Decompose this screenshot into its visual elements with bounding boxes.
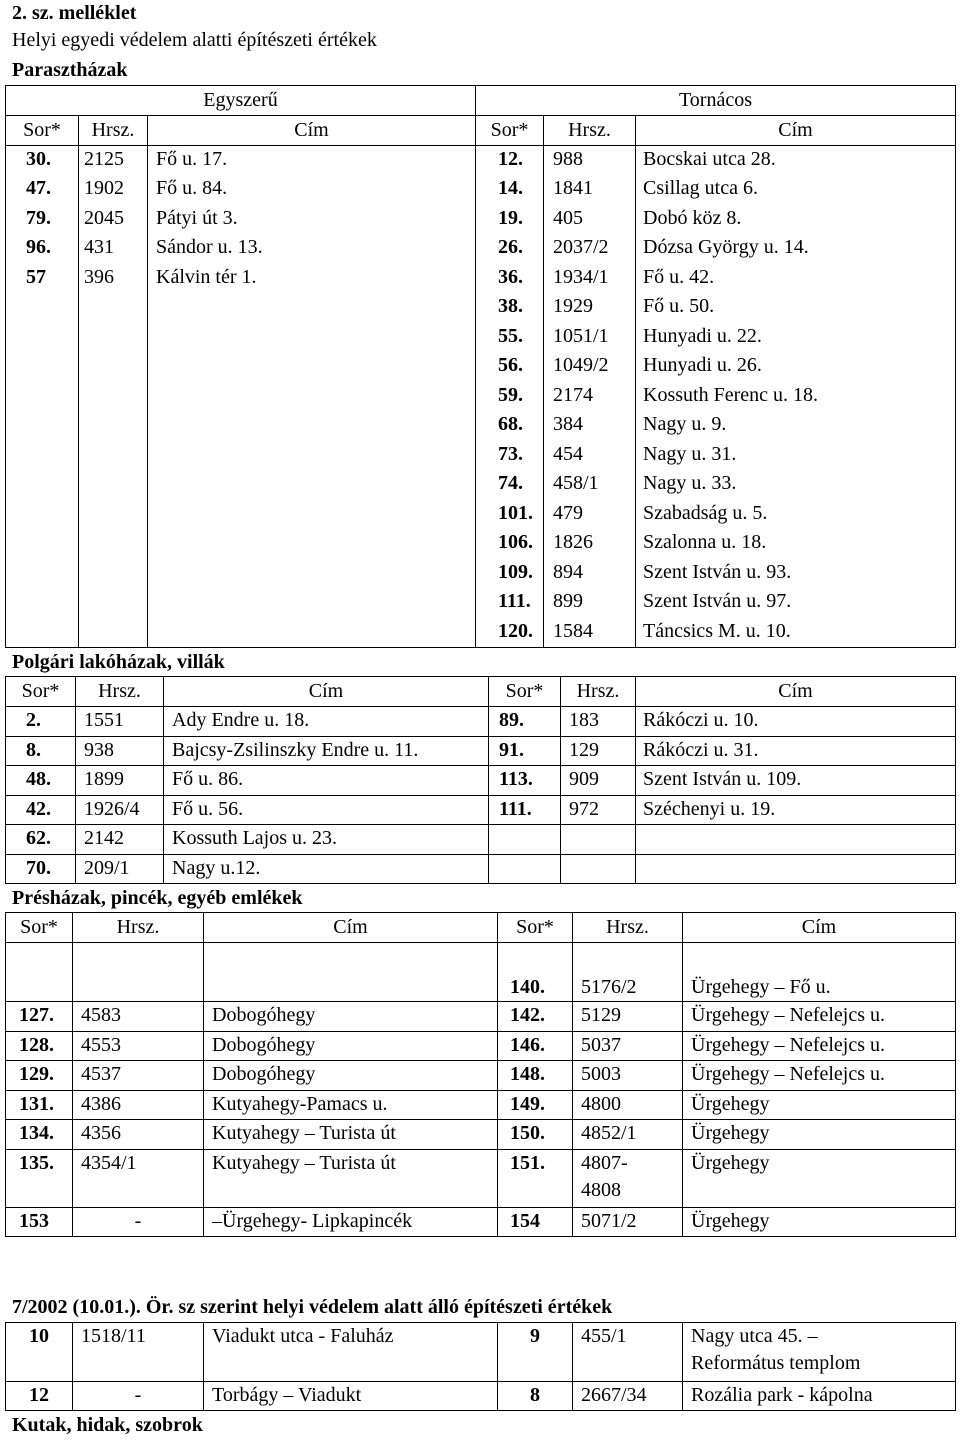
column-header-lot-number: Hrsz. (76, 677, 164, 707)
lot-number-cell: 2037/2 (544, 234, 636, 264)
row-number-cell (6, 382, 79, 412)
row-number-cell: 47. (6, 175, 79, 205)
section-heading-farmhouses: Parasztházak (12, 59, 128, 81)
column-header-row-number: Sor* (489, 677, 561, 707)
lot-number-cell: 209/1 (76, 854, 164, 884)
lot-number-cell (79, 470, 148, 500)
lot-number-cell: 5129 (573, 1002, 683, 1032)
column-header-row-number: Sor* (498, 913, 573, 943)
row-number-cell: 101. (476, 500, 544, 530)
address-cell: Hunyadi u. 22. (636, 323, 956, 353)
address-cell: Ürgehegy (683, 1207, 956, 1237)
row-number-cell (6, 470, 79, 500)
address-cell: Bajcsy-Zsilinszky Endre u. 11. (164, 736, 489, 766)
address-cell: Dobogóhegy (204, 1031, 498, 1061)
address-cell: Szabadság u. 5. (636, 500, 956, 530)
lot-number-cell (79, 529, 148, 559)
lot-number-cell: - (73, 1382, 204, 1411)
row-number-cell: 153 (6, 1207, 73, 1237)
address-cell: Hunyadi u. 26. (636, 352, 956, 382)
farmhouses-table (5, 85, 956, 648)
decree-list-table (5, 1322, 956, 1411)
address-cell: Ürgehegy (683, 1120, 956, 1150)
row-number-cell: 9 (498, 1323, 573, 1382)
address-cell (148, 411, 476, 441)
address-cell: Szalonna u. 18. (636, 529, 956, 559)
address-cell: –Ürgehegy- Lipkapincék (204, 1207, 498, 1237)
group-header: Tornácos (476, 86, 956, 116)
section-heading-decree-list: 7/2002 (10.01.). Ör. sz szerint helyi védelem alatt álló építészeti értékek (12, 1296, 613, 1318)
table-row (6, 736, 956, 766)
lot-number-cell: 1899 (76, 766, 164, 796)
lot-number-cell: 1051/1 (544, 323, 636, 353)
column-header-lot-number: Hrsz. (573, 913, 683, 943)
row-number-cell: 19. (476, 205, 544, 235)
address-cell (148, 618, 476, 648)
row-number-cell: 38. (476, 293, 544, 323)
lot-number-cell: 4354/1 (73, 1149, 204, 1207)
address-cell: Csillag utca 6. (636, 175, 956, 205)
table-row (6, 1382, 956, 1411)
address-cell: Kossuth Lajos u. 23. (164, 825, 489, 855)
lot-number-cell: 4356 (73, 1120, 204, 1150)
address-cell: Nagy u. 9. (636, 411, 956, 441)
table-row (6, 1149, 956, 1207)
address-cell: Bocskai utca 28. (636, 146, 956, 176)
row-number-cell: 42. (6, 795, 76, 825)
table-row (6, 795, 956, 825)
table-row (6, 175, 956, 205)
table-row (6, 441, 956, 471)
address-cell: Ürgehegy – Nefelejcs u. (683, 1061, 956, 1091)
row-number-cell (6, 323, 79, 353)
column-header-row (6, 677, 956, 707)
address-cell: Szent István u. 97. (636, 588, 956, 618)
table-row (6, 529, 956, 559)
lot-number-cell: 5071/2 (573, 1207, 683, 1237)
column-header-address: Cím (164, 677, 489, 707)
row-number-cell: 120. (476, 618, 544, 648)
lot-number-cell: 972 (561, 795, 636, 825)
address-cell: Ürgehegy (683, 1149, 956, 1207)
table-row (6, 500, 956, 530)
lot-number-cell: 2125 (79, 146, 148, 176)
column-header-lot-number: Hrsz. (79, 116, 148, 146)
table-row (6, 588, 956, 618)
address-cell: Kossuth Ferenc u. 18. (636, 382, 956, 412)
lot-number-cell: 129 (561, 736, 636, 766)
row-number-cell: 70. (6, 854, 76, 884)
column-header-lot-number: Hrsz. (73, 913, 204, 943)
cellars-table (5, 912, 956, 1237)
lot-number-cell: - (73, 1207, 204, 1237)
lot-number-cell (79, 293, 148, 323)
row-number-cell: 148. (498, 1061, 573, 1091)
row-number-cell (6, 293, 79, 323)
address-cell (148, 352, 476, 382)
row-number-cell: 55. (476, 323, 544, 353)
row-number-cell: 96. (6, 234, 79, 264)
column-header-row-number: Sor* (476, 116, 544, 146)
column-header-row-number: Sor* (6, 116, 79, 146)
lot-number-cell: 4537 (73, 1061, 204, 1091)
lot-number-cell (79, 500, 148, 530)
column-header-row-number: Sor* (6, 677, 76, 707)
table-row (6, 293, 956, 323)
column-header-row (6, 116, 956, 146)
row-number-cell: 74. (476, 470, 544, 500)
lot-number-cell: 1929 (544, 293, 636, 323)
lot-number-cell: 2045 (79, 205, 148, 235)
row-number-cell (6, 411, 79, 441)
address-cell: Fő u. 42. (636, 264, 956, 294)
address-cell: Ürgehegy – Fő u. (683, 943, 956, 1002)
address-cell: Ürgehegy – Nefelejcs u. (683, 1002, 956, 1032)
table-row (6, 382, 956, 412)
address-cell: Rozália park - kápolna (683, 1382, 956, 1411)
row-number-cell: 150. (498, 1120, 573, 1150)
address-cell: Kutyahegy-Pamacs u. (204, 1090, 498, 1120)
row-number-cell (6, 618, 79, 648)
row-number-cell: 8. (6, 736, 76, 766)
lot-number-cell: 454 (544, 441, 636, 471)
lot-number-cell: 899 (544, 588, 636, 618)
column-header-address: Cím (683, 913, 956, 943)
row-number-cell: 135. (6, 1149, 73, 1207)
row-number-cell: 146. (498, 1031, 573, 1061)
table-row (6, 766, 956, 796)
section-heading-wells-bridges: Kutak, hidak, szobrok (12, 1414, 203, 1436)
lot-number-cell: 183 (561, 707, 636, 737)
lot-number-cell (561, 854, 636, 884)
lot-number-cell: 1584 (544, 618, 636, 648)
table-row (6, 1323, 956, 1382)
address-cell: Nagy u. 33. (636, 470, 956, 500)
table-row (6, 264, 956, 294)
address-cell (636, 854, 956, 884)
table-row (6, 1090, 956, 1120)
section-heading-townhouses: Polgári lakóházak, villák (12, 651, 225, 673)
column-header-address: Cím (204, 913, 498, 943)
address-cell (148, 500, 476, 530)
row-number-cell: 140. (498, 943, 573, 1002)
address-cell: Fő u. 17. (148, 146, 476, 176)
address-cell: Nagy u. 31. (636, 441, 956, 471)
address-cell (636, 825, 956, 855)
annex-label: 2. sz. melléklet (12, 2, 137, 24)
column-header-row-number: Sor* (6, 913, 73, 943)
lot-number-cell (79, 352, 148, 382)
townhouses-table (5, 676, 956, 884)
lot-number-cell: 396 (79, 264, 148, 294)
row-number-cell: 111. (476, 588, 544, 618)
address-cell: Pátyi út 3. (148, 205, 476, 235)
table-row (6, 1061, 956, 1091)
lot-number-cell: 938 (76, 736, 164, 766)
lot-number-cell: 1826 (544, 529, 636, 559)
lot-number-cell: 4583 (73, 1002, 204, 1032)
table-row (6, 825, 956, 855)
row-number-cell: 151. (498, 1149, 573, 1207)
lot-number-cell: 4807- 4808 (573, 1149, 683, 1207)
lot-number-cell: 4852/1 (573, 1120, 683, 1150)
row-number-cell: 129. (6, 1061, 73, 1091)
row-number-cell (6, 559, 79, 589)
lot-number-cell: 5037 (573, 1031, 683, 1061)
row-number-cell: 154 (498, 1207, 573, 1237)
address-cell: Rákóczi u. 31. (636, 736, 956, 766)
address-cell: Fő u. 84. (148, 175, 476, 205)
table-row (6, 323, 956, 353)
address-cell: Nagy u.12. (164, 854, 489, 884)
lot-number-cell (561, 825, 636, 855)
table-row (6, 234, 956, 264)
lot-number-cell: 431 (79, 234, 148, 264)
address-cell (148, 529, 476, 559)
row-number-cell: 62. (6, 825, 76, 855)
table-row (6, 943, 956, 1002)
row-number-cell: 134. (6, 1120, 73, 1150)
row-number-cell: 113. (489, 766, 561, 796)
row-number-cell (489, 854, 561, 884)
section-heading-cellars: Présházak, pincék, egyéb emlékek (12, 887, 303, 909)
row-number-cell: 111. (489, 795, 561, 825)
lot-number-cell (79, 441, 148, 471)
lot-number-cell: 894 (544, 559, 636, 589)
table-row (6, 1031, 956, 1061)
row-number-cell: 2. (6, 707, 76, 737)
table-row (6, 146, 956, 176)
document-title: Helyi egyedi védelem alatti építészeti értékek (12, 29, 377, 51)
lot-number-cell: 1902 (79, 175, 148, 205)
address-cell: Fő u. 86. (164, 766, 489, 796)
address-cell: Dobogóhegy (204, 1002, 498, 1032)
row-number-cell: 36. (476, 264, 544, 294)
lot-number-cell: 479 (544, 500, 636, 530)
table-row (6, 1207, 956, 1237)
lot-number-cell (79, 559, 148, 589)
row-number-cell (6, 441, 79, 471)
row-number-cell: 106. (476, 529, 544, 559)
row-number-cell: 91. (489, 736, 561, 766)
address-cell: Dobogóhegy (204, 1061, 498, 1091)
row-number-cell: 10 (6, 1323, 73, 1382)
row-number-cell: 68. (476, 411, 544, 441)
lot-number-cell (79, 382, 148, 412)
lot-number-cell: 1551 (76, 707, 164, 737)
address-cell (148, 441, 476, 471)
address-cell: Ürgehegy – Nefelejcs u. (683, 1031, 956, 1061)
address-cell: Viadukt utca - Faluház (204, 1323, 498, 1382)
lot-number-cell: 5003 (573, 1061, 683, 1091)
row-number-cell (6, 500, 79, 530)
address-cell: Kutyahegy – Turista út (204, 1120, 498, 1150)
row-number-cell: 14. (476, 175, 544, 205)
group-header: Egyszerű (6, 86, 476, 116)
lot-number-cell (79, 323, 148, 353)
row-number-cell: 131. (6, 1090, 73, 1120)
row-number-cell (6, 529, 79, 559)
column-header-address: Cím (636, 677, 956, 707)
address-cell: Ürgehegy (683, 1090, 956, 1120)
address-cell: Nagy utca 45. – Református templom (683, 1323, 956, 1382)
row-number-cell: 56. (476, 352, 544, 382)
table-row (6, 205, 956, 235)
row-number-cell (6, 588, 79, 618)
table-row (6, 411, 956, 441)
row-number-cell: 142. (498, 1002, 573, 1032)
address-cell: Ady Endre u. 18. (164, 707, 489, 737)
row-number-cell (6, 352, 79, 382)
lot-number-cell (73, 943, 204, 1002)
address-cell: Sándor u. 13. (148, 234, 476, 264)
lot-number-cell: 2142 (76, 825, 164, 855)
table-row (6, 1002, 956, 1032)
row-number-cell (6, 943, 73, 1002)
row-number-cell: 26. (476, 234, 544, 264)
address-cell (148, 323, 476, 353)
lot-number-cell (79, 588, 148, 618)
address-cell (148, 382, 476, 412)
address-cell: Fő u. 56. (164, 795, 489, 825)
address-cell: Szent István u. 93. (636, 559, 956, 589)
address-cell (148, 293, 476, 323)
column-header-lot-number: Hrsz. (544, 116, 636, 146)
row-number-cell: 79. (6, 205, 79, 235)
column-header-address: Cím (148, 116, 476, 146)
lot-number-cell: 1934/1 (544, 264, 636, 294)
table-row (6, 470, 956, 500)
lot-number-cell: 988 (544, 146, 636, 176)
row-number-cell: 73. (476, 441, 544, 471)
lot-number-cell: 4800 (573, 1090, 683, 1120)
lot-number-cell: 1518/11 (73, 1323, 204, 1382)
row-number-cell: 89. (489, 707, 561, 737)
row-number-cell: 8 (498, 1382, 573, 1411)
address-cell: Torbágy – Viadukt (204, 1382, 498, 1411)
address-cell: Széchenyi u. 19. (636, 795, 956, 825)
lot-number-cell: 5176/2 (573, 943, 683, 1002)
row-number-cell: 109. (476, 559, 544, 589)
address-cell (148, 588, 476, 618)
column-header-lot-number: Hrsz. (561, 677, 636, 707)
lot-number-cell: 455/1 (573, 1323, 683, 1382)
lot-number-cell: 2174 (544, 382, 636, 412)
address-cell: Kutyahegy – Turista út (204, 1149, 498, 1207)
lot-number-cell: 2667/34 (573, 1382, 683, 1411)
address-cell: Rákóczi u. 10. (636, 707, 956, 737)
address-cell (204, 943, 498, 1002)
lot-number-cell: 4553 (73, 1031, 204, 1061)
row-number-cell: 12. (476, 146, 544, 176)
table-row (6, 352, 956, 382)
table-row (6, 707, 956, 737)
row-number-cell: 127. (6, 1002, 73, 1032)
lot-number-cell: 1049/2 (544, 352, 636, 382)
row-number-cell: 59. (476, 382, 544, 412)
row-number-cell: 149. (498, 1090, 573, 1120)
table-row (6, 618, 956, 648)
lot-number-cell: 1841 (544, 175, 636, 205)
address-cell (148, 559, 476, 589)
lot-number-cell: 458/1 (544, 470, 636, 500)
address-cell: Fő u. 50. (636, 293, 956, 323)
address-cell: Szent István u. 109. (636, 766, 956, 796)
lot-number-cell: 1926/4 (76, 795, 164, 825)
lot-number-cell: 384 (544, 411, 636, 441)
column-header-row (6, 913, 956, 943)
row-number-cell: 57 (6, 264, 79, 294)
address-cell (148, 470, 476, 500)
table-row (6, 559, 956, 589)
row-number-cell: 30. (6, 146, 79, 176)
column-header-address: Cím (636, 116, 956, 146)
address-cell: Dobó köz 8. (636, 205, 956, 235)
table-row (6, 854, 956, 884)
group-header-row (6, 86, 956, 116)
lot-number-cell (79, 618, 148, 648)
address-cell: Kálvin tér 1. (148, 264, 476, 294)
lot-number-cell: 909 (561, 766, 636, 796)
lot-number-cell: 405 (544, 205, 636, 235)
row-number-cell: 48. (6, 766, 76, 796)
row-number-cell: 128. (6, 1031, 73, 1061)
table-row (6, 1120, 956, 1150)
lot-number-cell (79, 411, 148, 441)
row-number-cell: 12 (6, 1382, 73, 1411)
address-cell: Dózsa György u. 14. (636, 234, 956, 264)
lot-number-cell: 4386 (73, 1090, 204, 1120)
row-number-cell (489, 825, 561, 855)
address-cell: Táncsics M. u. 10. (636, 618, 956, 648)
